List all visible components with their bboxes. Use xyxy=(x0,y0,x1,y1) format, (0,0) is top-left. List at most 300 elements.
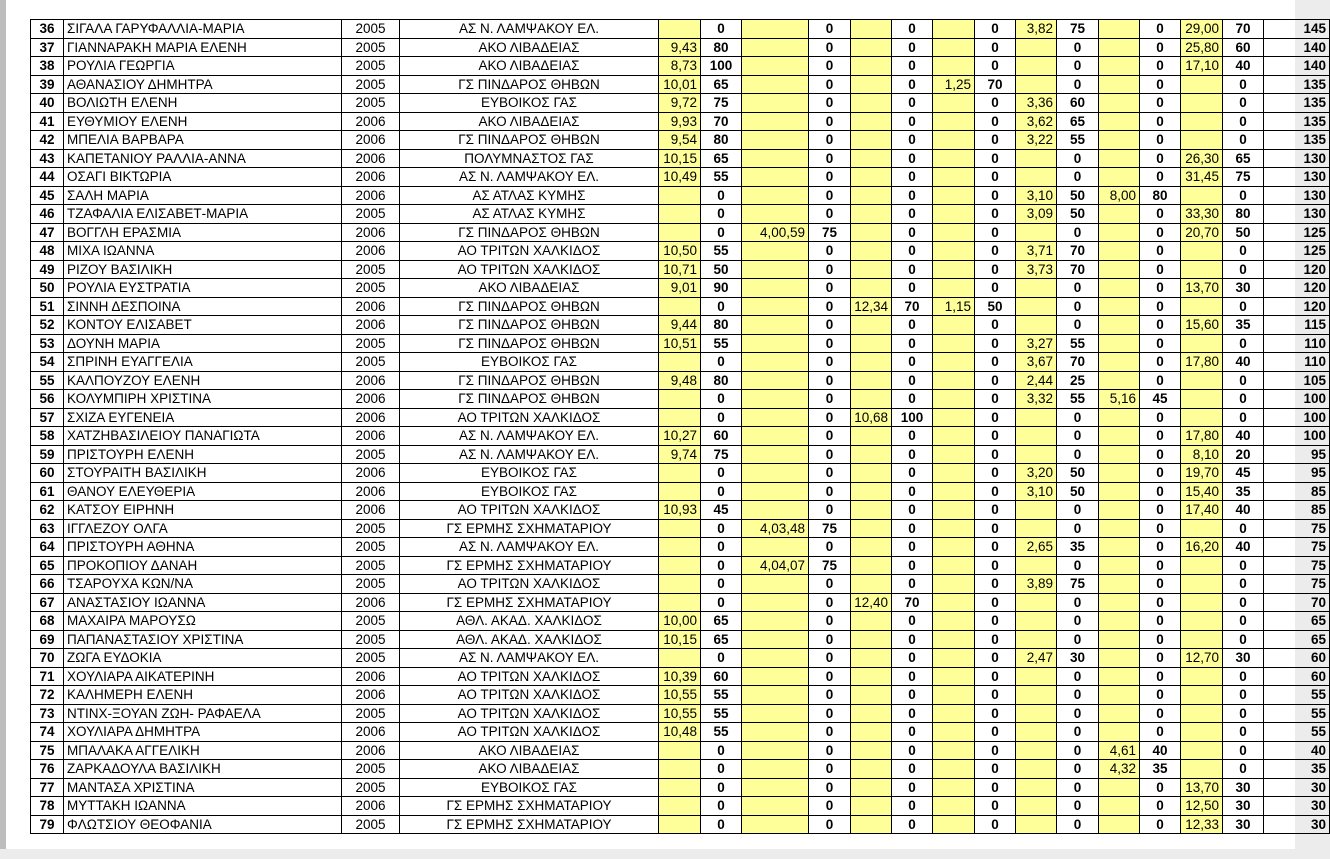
event-points-cell[interactable]: 0 xyxy=(809,427,851,446)
total-points-cell[interactable]: 65 xyxy=(1264,630,1330,649)
event-points-cell[interactable]: 0 xyxy=(809,38,851,57)
performance-cell[interactable]: 10,15 xyxy=(659,149,701,168)
event-points-cell[interactable]: 0 xyxy=(1140,612,1181,631)
event-points-cell[interactable]: 0 xyxy=(1140,279,1181,298)
event-points-cell[interactable]: 0 xyxy=(1223,390,1264,409)
performance-cell[interactable]: 3,10 xyxy=(1016,482,1057,501)
performance-cell[interactable] xyxy=(851,519,892,538)
performance-cell[interactable] xyxy=(1181,760,1223,779)
club-cell[interactable]: ΑΟ ΤΡΙΤΩΝ ΧΑΛΚΙΔΟΣ xyxy=(400,667,659,686)
event-points-cell[interactable]: 0 xyxy=(1057,75,1099,94)
performance-cell[interactable]: 33,30 xyxy=(1181,205,1223,224)
total-points-cell[interactable]: 40 xyxy=(1264,741,1330,760)
event-points-cell[interactable]: 0 xyxy=(1057,408,1099,427)
rank-cell[interactable]: 71 xyxy=(31,667,64,686)
event-points-cell[interactable]: 0 xyxy=(809,760,851,779)
performance-cell[interactable] xyxy=(659,741,701,760)
performance-cell[interactable]: 31,45 xyxy=(1181,168,1223,187)
athlete-name-cell[interactable]: ΙΓΓΛΕΖΟΥ ΟΛΓΑ xyxy=(64,519,342,538)
event-points-cell[interactable]: 0 xyxy=(1140,205,1181,224)
event-points-cell[interactable]: 0 xyxy=(975,279,1016,298)
event-points-cell[interactable]: 0 xyxy=(975,427,1016,446)
athlete-name-cell[interactable]: ΜΑΧΑΙΡΑ ΜΑΡΟΥΣΩ xyxy=(64,612,342,631)
rank-cell[interactable]: 48 xyxy=(31,242,64,261)
performance-cell[interactable] xyxy=(1016,427,1057,446)
total-points-cell[interactable]: 130 xyxy=(1264,168,1330,187)
club-cell[interactable]: ΕΥΒΟΙΚΟΣ ΓΑΣ xyxy=(400,464,659,483)
total-points-cell[interactable]: 100 xyxy=(1264,408,1330,427)
event-points-cell[interactable]: 0 xyxy=(1223,686,1264,705)
club-cell[interactable]: ΓΣ ΠΙΝΔΑΡΟΣ ΘΗΒΩΝ xyxy=(400,316,659,335)
total-points-cell[interactable]: 140 xyxy=(1264,57,1330,76)
performance-cell[interactable] xyxy=(1099,482,1140,501)
event-points-cell[interactable]: 0 xyxy=(892,630,933,649)
performance-cell[interactable] xyxy=(933,149,975,168)
event-points-cell[interactable]: 0 xyxy=(1223,297,1264,316)
event-points-cell[interactable]: 80 xyxy=(1140,186,1181,205)
birth-year-cell[interactable]: 2006 xyxy=(342,482,400,501)
performance-cell[interactable] xyxy=(742,612,809,631)
event-points-cell[interactable]: 0 xyxy=(1140,242,1181,261)
performance-cell[interactable] xyxy=(933,390,975,409)
event-points-cell[interactable]: 0 xyxy=(975,649,1016,668)
performance-cell[interactable] xyxy=(1099,168,1140,187)
athlete-name-cell[interactable]: ΚΟΝΤΟΥ ΕΛΙΣΑΒΕΤ xyxy=(64,316,342,335)
performance-cell[interactable] xyxy=(742,205,809,224)
event-points-cell[interactable]: 35 xyxy=(1057,538,1099,557)
event-points-cell[interactable]: 0 xyxy=(892,149,933,168)
event-points-cell[interactable]: 0 xyxy=(701,519,742,538)
event-points-cell[interactable]: 0 xyxy=(975,797,1016,816)
rank-cell[interactable]: 58 xyxy=(31,427,64,446)
performance-cell[interactable] xyxy=(933,519,975,538)
athlete-name-cell[interactable]: ΚΑΛΠΟΥΖΟΥ ΕΛΕΝΗ xyxy=(64,371,342,390)
performance-cell[interactable]: 2,44 xyxy=(1016,371,1057,390)
club-cell[interactable]: ΕΥΒΟΙΚΟΣ ΓΑΣ xyxy=(400,94,659,113)
performance-cell[interactable] xyxy=(1099,94,1140,113)
performance-cell[interactable] xyxy=(1099,149,1140,168)
performance-cell[interactable]: 10,00 xyxy=(659,612,701,631)
event-points-cell[interactable]: 0 xyxy=(975,575,1016,594)
event-points-cell[interactable]: 70 xyxy=(892,297,933,316)
rank-cell[interactable]: 36 xyxy=(31,20,64,39)
club-cell[interactable]: ΓΣ ΠΙΝΔΑΡΟΣ ΘΗΒΩΝ xyxy=(400,131,659,150)
performance-cell[interactable] xyxy=(1099,538,1140,557)
performance-cell[interactable] xyxy=(742,778,809,797)
total-points-cell[interactable]: 70 xyxy=(1264,593,1330,612)
athlete-name-cell[interactable]: ΟΣΑΓΙ ΒΙΚΤΩΡΙΑ xyxy=(64,168,342,187)
total-points-cell[interactable]: 95 xyxy=(1264,464,1330,483)
performance-cell[interactable]: 5,16 xyxy=(1099,390,1140,409)
event-points-cell[interactable]: 0 xyxy=(892,75,933,94)
event-points-cell[interactable]: 0 xyxy=(1140,815,1181,834)
event-points-cell[interactable]: 0 xyxy=(809,371,851,390)
performance-cell[interactable] xyxy=(742,464,809,483)
birth-year-cell[interactable]: 2006 xyxy=(342,686,400,705)
event-points-cell[interactable]: 80 xyxy=(1223,205,1264,224)
performance-cell[interactable] xyxy=(742,649,809,668)
rank-cell[interactable]: 47 xyxy=(31,223,64,242)
performance-cell[interactable] xyxy=(1099,260,1140,279)
performance-cell[interactable] xyxy=(933,649,975,668)
rank-cell[interactable]: 52 xyxy=(31,316,64,335)
total-points-cell[interactable]: 75 xyxy=(1264,556,1330,575)
performance-cell[interactable] xyxy=(1099,20,1140,39)
performance-cell[interactable]: 12,33 xyxy=(1181,815,1223,834)
event-points-cell[interactable]: 0 xyxy=(809,205,851,224)
performance-cell[interactable]: 2,47 xyxy=(1016,649,1057,668)
performance-cell[interactable]: 4,32 xyxy=(1099,760,1140,779)
performance-cell[interactable] xyxy=(933,353,975,372)
rank-cell[interactable]: 69 xyxy=(31,630,64,649)
event-points-cell[interactable]: 0 xyxy=(701,797,742,816)
event-points-cell[interactable]: 0 xyxy=(1057,223,1099,242)
birth-year-cell[interactable]: 2005 xyxy=(342,556,400,575)
performance-cell[interactable] xyxy=(1099,667,1140,686)
performance-cell[interactable]: 16,20 xyxy=(1181,538,1223,557)
performance-cell[interactable]: 12,34 xyxy=(851,297,892,316)
birth-year-cell[interactable]: 2005 xyxy=(342,205,400,224)
event-points-cell[interactable]: 0 xyxy=(809,149,851,168)
performance-cell[interactable] xyxy=(1099,131,1140,150)
performance-cell[interactable] xyxy=(742,371,809,390)
event-points-cell[interactable]: 30 xyxy=(1223,649,1264,668)
performance-cell[interactable] xyxy=(659,556,701,575)
event-points-cell[interactable]: 0 xyxy=(1140,686,1181,705)
club-cell[interactable]: ΑΟ ΤΡΙΤΩΝ ΧΑΛΚΙΔΟΣ xyxy=(400,723,659,742)
total-points-cell[interactable]: 115 xyxy=(1264,316,1330,335)
event-points-cell[interactable]: 0 xyxy=(975,741,1016,760)
club-cell[interactable]: ΑΣ Ν. ΛΑΜΨΑΚΟΥ ΕΛ. xyxy=(400,649,659,668)
event-points-cell[interactable]: 0 xyxy=(1223,242,1264,261)
athlete-name-cell[interactable]: ΚΑΠΕΤΑΝΙΟΥ ΡΑΛΛΙΑ-ΑΝΝΑ xyxy=(64,149,342,168)
performance-cell[interactable] xyxy=(1099,279,1140,298)
performance-cell[interactable] xyxy=(742,57,809,76)
event-points-cell[interactable]: 55 xyxy=(701,168,742,187)
performance-cell[interactable] xyxy=(1016,501,1057,520)
event-points-cell[interactable]: 0 xyxy=(701,482,742,501)
total-points-cell[interactable]: 130 xyxy=(1264,205,1330,224)
club-cell[interactable]: ΑΟ ΤΡΙΤΩΝ ΧΑΛΚΙΔΟΣ xyxy=(400,575,659,594)
performance-cell[interactable]: 3,20 xyxy=(1016,464,1057,483)
total-points-cell[interactable]: 60 xyxy=(1264,667,1330,686)
total-points-cell[interactable]: 75 xyxy=(1264,538,1330,557)
event-points-cell[interactable]: 0 xyxy=(809,538,851,557)
athlete-name-cell[interactable]: ΖΑΡΚΑΔΟΥΛΑ ΒΑΣΙΛΙΚΗ xyxy=(64,760,342,779)
athlete-name-cell[interactable]: ΡΙΖΟΥ ΒΑΣΙΛΙΚΗ xyxy=(64,260,342,279)
athlete-name-cell[interactable]: ΜΙΧΑ ΙΩΑΝΝΑ xyxy=(64,242,342,261)
performance-cell[interactable] xyxy=(1016,279,1057,298)
birth-year-cell[interactable]: 2005 xyxy=(342,334,400,353)
total-points-cell[interactable]: 35 xyxy=(1264,760,1330,779)
event-points-cell[interactable]: 0 xyxy=(809,94,851,113)
event-points-cell[interactable]: 0 xyxy=(975,353,1016,372)
total-points-cell[interactable]: 105 xyxy=(1264,371,1330,390)
performance-cell[interactable]: 8,73 xyxy=(659,57,701,76)
club-cell[interactable]: ΑΣ Ν. ΛΑΜΨΑΚΟΥ ΕΛ. xyxy=(400,168,659,187)
total-points-cell[interactable]: 120 xyxy=(1264,279,1330,298)
birth-year-cell[interactable]: 2005 xyxy=(342,519,400,538)
event-points-cell[interactable]: 0 xyxy=(701,815,742,834)
athlete-name-cell[interactable]: ΠΡΟΚΟΠΙΟΥ ΔΑΝΑΗ xyxy=(64,556,342,575)
club-cell[interactable]: ΑΚΟ ΛΙΒΑΔΕΙΑΣ xyxy=(400,279,659,298)
performance-cell[interactable] xyxy=(851,815,892,834)
performance-cell[interactable]: 10,68 xyxy=(851,408,892,427)
event-points-cell[interactable]: 60 xyxy=(701,427,742,446)
event-points-cell[interactable]: 50 xyxy=(1057,205,1099,224)
event-points-cell[interactable]: 0 xyxy=(1223,112,1264,131)
performance-cell[interactable] xyxy=(1099,575,1140,594)
event-points-cell[interactable]: 0 xyxy=(809,131,851,150)
event-points-cell[interactable]: 0 xyxy=(1140,723,1181,742)
club-cell[interactable]: ΑΟ ΤΡΙΤΩΝ ΧΑΛΚΙΔΟΣ xyxy=(400,704,659,723)
event-points-cell[interactable]: 50 xyxy=(975,297,1016,316)
performance-cell[interactable] xyxy=(1016,686,1057,705)
rank-cell[interactable]: 76 xyxy=(31,760,64,779)
event-points-cell[interactable]: 65 xyxy=(701,630,742,649)
rank-cell[interactable]: 78 xyxy=(31,797,64,816)
club-cell[interactable]: ΑΘΛ. ΑΚΑΔ. ΧΑΛΚΙΔΟΣ xyxy=(400,630,659,649)
birth-year-cell[interactable]: 2005 xyxy=(342,538,400,557)
club-cell[interactable]: ΓΣ ΕΡΜΗΣ ΣΧΗΜΑΤΑΡΙΟΥ xyxy=(400,556,659,575)
event-points-cell[interactable]: 0 xyxy=(975,205,1016,224)
performance-cell[interactable] xyxy=(933,38,975,57)
rank-cell[interactable]: 67 xyxy=(31,593,64,612)
club-cell[interactable]: ΠΟΛΥΜΝΑΣΤΟΣ ΓΑΣ xyxy=(400,149,659,168)
performance-cell[interactable] xyxy=(851,242,892,261)
event-points-cell[interactable]: 0 xyxy=(809,723,851,742)
event-points-cell[interactable]: 75 xyxy=(701,445,742,464)
performance-cell[interactable]: 4,03,48 xyxy=(742,519,809,538)
performance-cell[interactable]: 4,61 xyxy=(1099,741,1140,760)
club-cell[interactable]: ΓΣ ΠΙΝΔΑΡΟΣ ΘΗΒΩΝ xyxy=(400,334,659,353)
performance-cell[interactable] xyxy=(933,630,975,649)
birth-year-cell[interactable]: 2006 xyxy=(342,408,400,427)
performance-cell[interactable] xyxy=(1181,556,1223,575)
event-points-cell[interactable]: 30 xyxy=(1223,815,1264,834)
event-points-cell[interactable]: 0 xyxy=(1140,778,1181,797)
event-points-cell[interactable]: 70 xyxy=(1057,242,1099,261)
event-points-cell[interactable]: 0 xyxy=(892,649,933,668)
event-points-cell[interactable]: 70 xyxy=(892,593,933,612)
event-points-cell[interactable]: 0 xyxy=(975,482,1016,501)
event-points-cell[interactable]: 0 xyxy=(1140,131,1181,150)
athlete-name-cell[interactable]: ΚΟΛΥΜΠΙΡΗ ΧΡΙΣΤΙΝΑ xyxy=(64,390,342,409)
birth-year-cell[interactable]: 2005 xyxy=(342,353,400,372)
performance-cell[interactable]: 10,49 xyxy=(659,168,701,187)
total-points-cell[interactable]: 55 xyxy=(1264,723,1330,742)
performance-cell[interactable] xyxy=(1099,686,1140,705)
performance-cell[interactable] xyxy=(1016,168,1057,187)
performance-cell[interactable] xyxy=(742,686,809,705)
event-points-cell[interactable]: 0 xyxy=(1140,704,1181,723)
club-cell[interactable]: ΑΣ ΑΤΛΑΣ ΚΥΜΗΣ xyxy=(400,205,659,224)
performance-cell[interactable]: 17,10 xyxy=(1181,57,1223,76)
total-points-cell[interactable]: 135 xyxy=(1264,75,1330,94)
event-points-cell[interactable]: 0 xyxy=(809,815,851,834)
performance-cell[interactable]: 9,01 xyxy=(659,279,701,298)
performance-cell[interactable] xyxy=(742,538,809,557)
athlete-name-cell[interactable]: ΧΟΥΛΙΑΡΑ ΔΗΜΗΤΡΑ xyxy=(64,723,342,742)
athlete-name-cell[interactable]: ΡΟΥΛΙΑ ΓΕΩΡΓΙΑ xyxy=(64,57,342,76)
event-points-cell[interactable]: 0 xyxy=(809,501,851,520)
performance-cell[interactable] xyxy=(1099,353,1140,372)
event-points-cell[interactable]: 0 xyxy=(975,815,1016,834)
event-points-cell[interactable]: 0 xyxy=(809,297,851,316)
event-points-cell[interactable]: 0 xyxy=(892,797,933,816)
event-points-cell[interactable]: 50 xyxy=(1057,186,1099,205)
performance-cell[interactable] xyxy=(1181,667,1223,686)
athlete-name-cell[interactable]: ΤΣΑΡΟΥΧΑ ΚΩΝ/ΝΑ xyxy=(64,575,342,594)
performance-cell[interactable] xyxy=(1099,630,1140,649)
performance-cell[interactable] xyxy=(659,20,701,39)
birth-year-cell[interactable]: 2005 xyxy=(342,20,400,39)
performance-cell[interactable] xyxy=(1099,242,1140,261)
performance-cell[interactable] xyxy=(742,667,809,686)
event-points-cell[interactable]: 0 xyxy=(1057,501,1099,520)
athlete-name-cell[interactable]: ΧΑΤΖΗΒΑΣΙΛΕΙΟΥ ΠΑΝΑΓΙΩΤΑ xyxy=(64,427,342,446)
event-points-cell[interactable]: 0 xyxy=(892,538,933,557)
performance-cell[interactable]: 10,48 xyxy=(659,723,701,742)
birth-year-cell[interactable]: 2006 xyxy=(342,741,400,760)
athlete-name-cell[interactable]: ΘΑΝΟΥ ΕΛΕΥΘΕΡΙΑ xyxy=(64,482,342,501)
performance-cell[interactable] xyxy=(742,297,809,316)
rank-cell[interactable]: 68 xyxy=(31,612,64,631)
event-points-cell[interactable]: 0 xyxy=(975,593,1016,612)
performance-cell[interactable] xyxy=(1181,94,1223,113)
event-points-cell[interactable]: 50 xyxy=(1057,464,1099,483)
athlete-name-cell[interactable]: ΚΑΤΣΟΥ ΕΙΡΗΝΗ xyxy=(64,501,342,520)
total-points-cell[interactable]: 135 xyxy=(1264,94,1330,113)
performance-cell[interactable]: 3,62 xyxy=(1016,112,1057,131)
performance-cell[interactable]: 10,51 xyxy=(659,334,701,353)
total-points-cell[interactable]: 120 xyxy=(1264,297,1330,316)
club-cell[interactable]: ΑΟ ΤΡΙΤΩΝ ΧΑΛΚΙΔΟΣ xyxy=(400,408,659,427)
event-points-cell[interactable]: 0 xyxy=(1223,667,1264,686)
rank-cell[interactable]: 70 xyxy=(31,649,64,668)
performance-cell[interactable] xyxy=(851,205,892,224)
performance-cell[interactable] xyxy=(933,334,975,353)
performance-cell[interactable]: 3,32 xyxy=(1016,390,1057,409)
rank-cell[interactable]: 64 xyxy=(31,538,64,557)
performance-cell[interactable]: 10,93 xyxy=(659,501,701,520)
event-points-cell[interactable]: 0 xyxy=(1140,94,1181,113)
event-points-cell[interactable]: 0 xyxy=(1057,760,1099,779)
performance-cell[interactable]: 8,00 xyxy=(1099,186,1140,205)
performance-cell[interactable] xyxy=(1181,741,1223,760)
performance-cell[interactable]: 10,71 xyxy=(659,260,701,279)
club-cell[interactable]: ΓΣ ΠΙΝΔΑΡΟΣ ΘΗΒΩΝ xyxy=(400,371,659,390)
event-points-cell[interactable]: 70 xyxy=(1057,353,1099,372)
performance-cell[interactable] xyxy=(742,408,809,427)
event-points-cell[interactable]: 0 xyxy=(809,316,851,335)
event-points-cell[interactable]: 0 xyxy=(1057,797,1099,816)
event-points-cell[interactable]: 40 xyxy=(1223,501,1264,520)
event-points-cell[interactable]: 35 xyxy=(1223,316,1264,335)
rank-cell[interactable]: 50 xyxy=(31,279,64,298)
event-points-cell[interactable]: 0 xyxy=(975,334,1016,353)
performance-cell[interactable]: 12,50 xyxy=(1181,797,1223,816)
event-points-cell[interactable]: 0 xyxy=(809,445,851,464)
event-points-cell[interactable]: 0 xyxy=(1057,686,1099,705)
birth-year-cell[interactable]: 2005 xyxy=(342,57,400,76)
event-points-cell[interactable]: 0 xyxy=(975,316,1016,335)
event-points-cell[interactable]: 0 xyxy=(1223,630,1264,649)
event-points-cell[interactable]: 0 xyxy=(701,741,742,760)
performance-cell[interactable]: 10,39 xyxy=(659,667,701,686)
performance-cell[interactable] xyxy=(1016,223,1057,242)
event-points-cell[interactable]: 55 xyxy=(701,704,742,723)
event-points-cell[interactable]: 0 xyxy=(809,575,851,594)
performance-cell[interactable] xyxy=(742,390,809,409)
event-points-cell[interactable]: 0 xyxy=(809,390,851,409)
performance-cell[interactable] xyxy=(851,260,892,279)
rank-cell[interactable]: 49 xyxy=(31,260,64,279)
rank-cell[interactable]: 43 xyxy=(31,149,64,168)
performance-cell[interactable] xyxy=(1181,75,1223,94)
event-points-cell[interactable]: 0 xyxy=(892,427,933,446)
performance-cell[interactable] xyxy=(1016,797,1057,816)
performance-cell[interactable]: 3,36 xyxy=(1016,94,1057,113)
total-points-cell[interactable]: 110 xyxy=(1264,334,1330,353)
event-points-cell[interactable]: 0 xyxy=(975,149,1016,168)
birth-year-cell[interactable]: 2006 xyxy=(342,297,400,316)
event-points-cell[interactable]: 0 xyxy=(1057,168,1099,187)
birth-year-cell[interactable]: 2006 xyxy=(342,186,400,205)
athlete-name-cell[interactable]: ΓΙΑΝΝΑΡΑΚΗ ΜΑΡΙΑ ΕΛΕΝΗ xyxy=(64,38,342,57)
birth-year-cell[interactable]: 2006 xyxy=(342,593,400,612)
performance-cell[interactable] xyxy=(659,778,701,797)
event-points-cell[interactable]: 0 xyxy=(809,630,851,649)
event-points-cell[interactable]: 0 xyxy=(701,778,742,797)
athlete-name-cell[interactable]: ΜΥΤΤΑΚΗ ΙΩΑΝΝΑ xyxy=(64,797,342,816)
event-points-cell[interactable]: 0 xyxy=(701,575,742,594)
club-cell[interactable]: ΓΣ ΕΡΜΗΣ ΣΧΗΜΑΤΑΡΙΟΥ xyxy=(400,797,659,816)
performance-cell[interactable] xyxy=(1099,649,1140,668)
performance-cell[interactable] xyxy=(1181,297,1223,316)
athlete-name-cell[interactable]: ΣΧΙΖΑ ΕΥΓΕΝΕΙΑ xyxy=(64,408,342,427)
performance-cell[interactable] xyxy=(933,686,975,705)
birth-year-cell[interactable]: 2006 xyxy=(342,371,400,390)
performance-cell[interactable] xyxy=(933,279,975,298)
performance-cell[interactable]: 3,89 xyxy=(1016,575,1057,594)
event-points-cell[interactable]: 0 xyxy=(1223,131,1264,150)
performance-cell[interactable] xyxy=(851,686,892,705)
event-points-cell[interactable]: 55 xyxy=(1057,131,1099,150)
total-points-cell[interactable]: 125 xyxy=(1264,223,1330,242)
performance-cell[interactable] xyxy=(1099,612,1140,631)
performance-cell[interactable]: 26,30 xyxy=(1181,149,1223,168)
performance-cell[interactable] xyxy=(933,112,975,131)
performance-cell[interactable] xyxy=(1099,205,1140,224)
event-points-cell[interactable]: 0 xyxy=(1140,334,1181,353)
performance-cell[interactable]: 17,40 xyxy=(1181,501,1223,520)
performance-cell[interactable] xyxy=(1016,593,1057,612)
performance-cell[interactable] xyxy=(742,94,809,113)
performance-cell[interactable] xyxy=(1016,741,1057,760)
performance-cell[interactable] xyxy=(851,464,892,483)
birth-year-cell[interactable]: 2005 xyxy=(342,612,400,631)
event-points-cell[interactable]: 60 xyxy=(1223,38,1264,57)
event-points-cell[interactable]: 0 xyxy=(809,612,851,631)
event-points-cell[interactable]: 40 xyxy=(1223,427,1264,446)
performance-cell[interactable]: 10,55 xyxy=(659,686,701,705)
event-points-cell[interactable]: 0 xyxy=(1057,556,1099,575)
event-points-cell[interactable]: 0 xyxy=(701,760,742,779)
event-points-cell[interactable]: 0 xyxy=(892,20,933,39)
birth-year-cell[interactable]: 2006 xyxy=(342,464,400,483)
event-points-cell[interactable]: 0 xyxy=(975,538,1016,557)
